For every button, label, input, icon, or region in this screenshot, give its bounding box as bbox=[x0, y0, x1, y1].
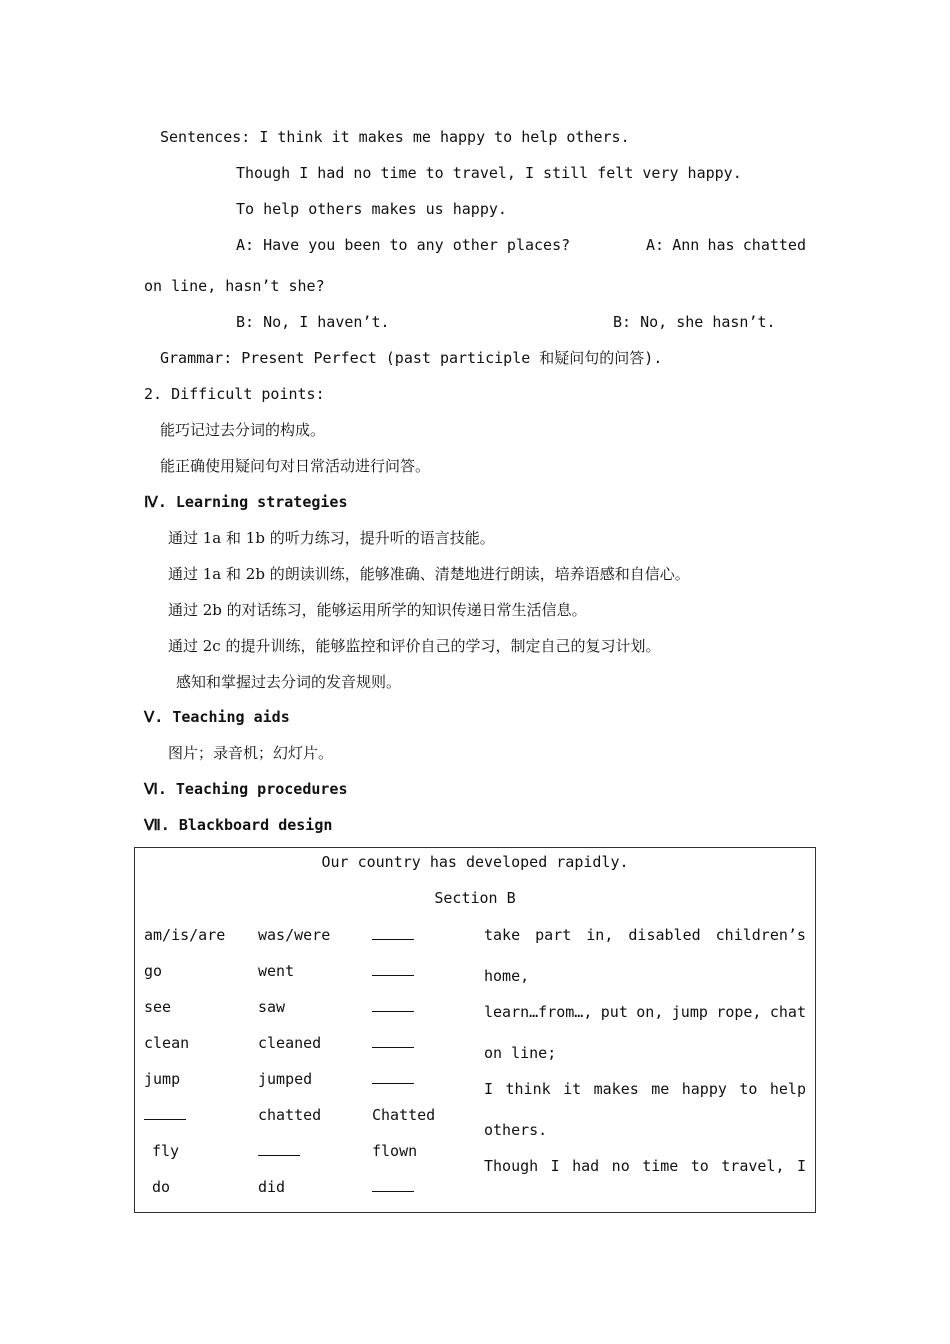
phrase-line bbox=[484, 1002, 806, 1022]
word: rope, bbox=[716, 1003, 762, 1021]
difficult-point-2: 能正确使用疑问句对日常活动进行问答。 bbox=[160, 457, 431, 475]
word: me bbox=[651, 1080, 670, 1098]
difficult-points-heading: 2. Difficult points: bbox=[144, 385, 325, 403]
verb-past: cleaned bbox=[258, 1034, 322, 1052]
phrase-line: others. bbox=[484, 1121, 548, 1139]
verb-past: was/were bbox=[258, 926, 331, 944]
verb-participle: flown bbox=[372, 1142, 418, 1160]
verb-past: did bbox=[258, 1178, 286, 1196]
blackboard-design-heading: Ⅶ. Blackboard design bbox=[144, 816, 333, 834]
strategy-item: 通过 2b 的对话练习，能够运用所学的知识传递日常生活信息。 bbox=[168, 601, 587, 619]
verb-participle: Chatted bbox=[372, 1106, 436, 1124]
word: happy bbox=[681, 1080, 727, 1098]
word: put bbox=[600, 1003, 628, 1021]
verb-base: fly bbox=[152, 1142, 180, 1160]
sentence-1: Sentences: I think it makes me happy to help others. bbox=[160, 128, 630, 146]
verb-participle-blank bbox=[372, 925, 414, 945]
word: take bbox=[484, 926, 521, 944]
dialog-b-right: B: No, she hasn’t. bbox=[613, 313, 776, 331]
verb-past: jumped bbox=[258, 1070, 313, 1088]
word: children’s bbox=[715, 926, 806, 944]
teaching-procedures-heading: Ⅵ. Teaching procedures bbox=[144, 780, 348, 798]
word: jump bbox=[671, 1003, 708, 1021]
word: I bbox=[484, 1080, 494, 1098]
verb-base: do bbox=[152, 1178, 171, 1196]
dialog-a-right bbox=[646, 235, 806, 255]
blackboard-table bbox=[134, 847, 816, 1213]
blackboard-title: Our country has developed rapidly. bbox=[321, 853, 629, 871]
verb-past: chatted bbox=[258, 1106, 322, 1124]
dialog-b-left: B: No, I haven’t. bbox=[236, 313, 390, 331]
verb-past: saw bbox=[258, 998, 286, 1016]
blackboard-section: Section B bbox=[434, 889, 516, 907]
phrase-line bbox=[484, 1079, 806, 1099]
teaching-aids-text: 图片；录音机；幻灯片。 bbox=[168, 744, 334, 762]
verb-base-blank bbox=[144, 1105, 186, 1125]
word: had bbox=[572, 1157, 600, 1175]
word: part bbox=[535, 926, 572, 944]
teaching-aids-heading: Ⅴ. Teaching aids bbox=[144, 708, 290, 726]
verb-base: jump bbox=[144, 1070, 181, 1088]
word: on, bbox=[636, 1003, 664, 1021]
word: learn…from…, bbox=[484, 1003, 593, 1021]
difficult-point-1: 能巧记过去分词的构成。 bbox=[160, 421, 326, 439]
dialog-a-left: A: Have you been to any other places? bbox=[236, 236, 571, 254]
verb-participle-blank bbox=[372, 1177, 414, 1197]
verb-participle-blank bbox=[372, 1069, 414, 1089]
word: to bbox=[739, 1080, 758, 1098]
word: I bbox=[796, 1157, 806, 1175]
sentence-3: To help others makes us happy. bbox=[236, 200, 507, 218]
verb-participle-blank bbox=[372, 1033, 414, 1053]
verb-base: clean bbox=[144, 1034, 190, 1052]
verb-base: am/is/are bbox=[144, 926, 226, 944]
word: time bbox=[642, 1157, 679, 1175]
word: no bbox=[611, 1157, 630, 1175]
learning-strategies-heading: Ⅳ. Learning strategies bbox=[144, 493, 348, 511]
word: I bbox=[550, 1157, 560, 1175]
word: A: bbox=[646, 236, 665, 254]
verb-past: went bbox=[258, 962, 295, 980]
word: to bbox=[690, 1157, 709, 1175]
strategy-item: 感知和掌握过去分词的发音规则。 bbox=[176, 673, 402, 691]
word: it bbox=[563, 1080, 582, 1098]
word: chat bbox=[769, 1003, 806, 1021]
verb-participle-blank bbox=[372, 961, 414, 981]
phrase-line: on line; bbox=[484, 1044, 557, 1062]
phrase-line bbox=[484, 925, 806, 945]
sentence-2: Though I had no time to travel, I still felt very happy. bbox=[236, 164, 742, 182]
word: think bbox=[505, 1080, 551, 1098]
word: in, bbox=[586, 926, 614, 944]
grammar-line: Grammar: Present Perfect (past participle 和疑问句的问答). bbox=[160, 349, 663, 367]
word: Though bbox=[484, 1157, 539, 1175]
word: has bbox=[707, 236, 735, 254]
verb-base: see bbox=[144, 998, 172, 1016]
word: help bbox=[769, 1080, 806, 1098]
phrase-line bbox=[484, 1156, 806, 1176]
strategy-item: 通过 1a 和 2b 的朗读训练，能够准确、清楚地进行朗读，培养语感和自信心。 bbox=[168, 565, 690, 583]
dialog-a-right-cont: on line, hasn’t she? bbox=[144, 277, 325, 295]
strategy-item: 通过 1a 和 1b 的听力练习，提升听的语言技能。 bbox=[168, 529, 495, 547]
verb-past-blank bbox=[258, 1141, 300, 1161]
word: chatted bbox=[742, 236, 806, 254]
verb-base: go bbox=[144, 962, 163, 980]
strategy-item: 通过 2c 的提升训练，能够监控和评价自己的学习，制定自己的复习计划。 bbox=[168, 637, 661, 655]
word: travel, bbox=[721, 1157, 785, 1175]
word: disabled bbox=[628, 926, 701, 944]
phrase-line: home, bbox=[484, 967, 530, 985]
verb-participle-blank bbox=[372, 997, 414, 1017]
word: Ann bbox=[672, 236, 700, 254]
word: makes bbox=[593, 1080, 639, 1098]
